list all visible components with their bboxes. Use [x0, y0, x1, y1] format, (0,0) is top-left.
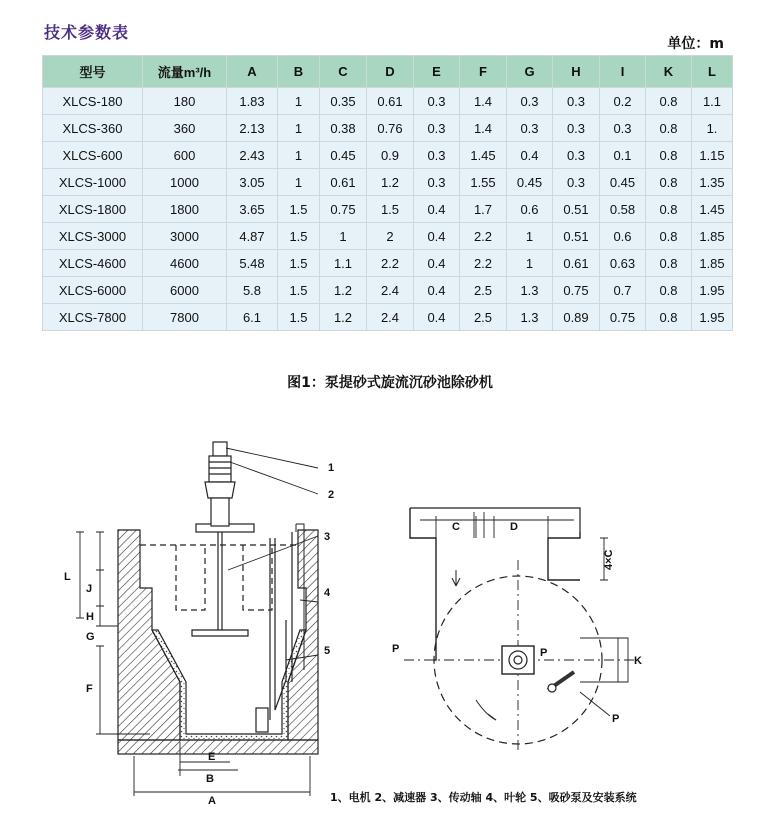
- value-cell: 1800: [143, 196, 227, 223]
- table-title: 技术参数表: [44, 23, 130, 42]
- plan-view: [404, 508, 634, 750]
- value-cell: 0.45: [320, 142, 367, 169]
- value-cell: 0.75: [553, 277, 600, 304]
- column-header: H: [553, 56, 600, 88]
- value-cell: 0.7: [600, 277, 646, 304]
- value-cell: 0.45: [507, 169, 553, 196]
- value-cell: 0.3: [414, 88, 460, 115]
- value-cell: 1.4: [460, 88, 507, 115]
- value-cell: 1.45: [460, 142, 507, 169]
- model-cell: XLCS-1800: [43, 196, 143, 223]
- dim-k: K: [634, 655, 642, 667]
- value-cell: 1.95: [692, 304, 733, 331]
- table-row: [43, 88, 733, 115]
- value-cell: 1.95: [692, 277, 733, 304]
- figure-caption: 图1：泵提砂式旋流沉砂池除砂机: [287, 375, 493, 391]
- value-cell: 0.8: [646, 142, 692, 169]
- value-cell: 360: [143, 115, 227, 142]
- value-cell: 1: [278, 115, 320, 142]
- value-cell: 1.5: [278, 277, 320, 304]
- dim-c: C: [452, 521, 460, 533]
- column-header: F: [460, 56, 507, 88]
- value-cell: 0.35: [320, 88, 367, 115]
- callout-4: 4: [324, 587, 331, 599]
- dim-b: B: [206, 773, 214, 785]
- value-cell: 1: [278, 169, 320, 196]
- value-cell: 3.05: [227, 169, 278, 196]
- value-cell: 0.3: [414, 169, 460, 196]
- value-cell: 0.89: [553, 304, 600, 331]
- value-cell: 4.87: [227, 223, 278, 250]
- value-cell: 0.3: [553, 169, 600, 196]
- value-cell: 1.45: [692, 196, 733, 223]
- value-cell: 2.43: [227, 142, 278, 169]
- value-cell: 0.4: [507, 142, 553, 169]
- table-row: [43, 304, 733, 331]
- table-row: [43, 223, 733, 250]
- value-cell: 0.3: [414, 115, 460, 142]
- dim-e: E: [208, 751, 216, 763]
- value-cell: 1.4: [460, 115, 507, 142]
- value-cell: 1.15: [692, 142, 733, 169]
- callout-2: 2: [328, 489, 335, 501]
- value-cell: 1.35: [692, 169, 733, 196]
- value-cell: 6.1: [227, 304, 278, 331]
- value-cell: 1.5: [278, 223, 320, 250]
- value-cell: 0.51: [553, 223, 600, 250]
- value-cell: 0.8: [646, 115, 692, 142]
- value-cell: 0.4: [414, 250, 460, 277]
- column-header: B: [278, 56, 320, 88]
- value-cell: 180: [143, 88, 227, 115]
- model-cell: XLCS-600: [43, 142, 143, 169]
- value-cell: 0.8: [646, 223, 692, 250]
- dim-f: F: [86, 683, 93, 695]
- value-cell: 1000: [143, 169, 227, 196]
- callout-5: 5: [324, 645, 331, 657]
- value-cell: 2: [367, 223, 414, 250]
- model-cell: XLCS-3000: [43, 223, 143, 250]
- value-cell: 7800: [143, 304, 227, 331]
- value-cell: 1: [278, 142, 320, 169]
- dim-p-left: P: [392, 643, 400, 655]
- value-cell: 2.2: [367, 250, 414, 277]
- column-header: A: [227, 56, 278, 88]
- dim-a: A: [208, 795, 216, 807]
- value-cell: 0.1: [600, 142, 646, 169]
- value-cell: 1.5: [278, 304, 320, 331]
- value-cell: 2.2: [460, 250, 507, 277]
- value-cell: 0.75: [600, 304, 646, 331]
- value-cell: 0.9: [367, 142, 414, 169]
- value-cell: 5.8: [227, 277, 278, 304]
- value-cell: 2.13: [227, 115, 278, 142]
- column-header: G: [507, 56, 553, 88]
- model-cell: XLCS-7800: [43, 304, 143, 331]
- value-cell: 1.1: [320, 250, 367, 277]
- value-cell: 0.4: [414, 196, 460, 223]
- value-cell: 0.51: [553, 196, 600, 223]
- value-cell: 5.48: [227, 250, 278, 277]
- dim-h: H: [86, 611, 94, 623]
- value-cell: 0.8: [646, 88, 692, 115]
- table-row: [43, 196, 733, 223]
- model-cell: XLCS-1000: [43, 169, 143, 196]
- parts-legend: 1、电机 2、减速器 3、传动轴 4、叶轮 5、吸砂泵及安装系统: [330, 791, 637, 804]
- value-cell: 6000: [143, 277, 227, 304]
- value-cell: 0.61: [320, 169, 367, 196]
- section-view: [76, 442, 318, 796]
- table-row: [43, 169, 733, 196]
- value-cell: 1: [278, 88, 320, 115]
- column-header: I: [600, 56, 646, 88]
- column-header: E: [414, 56, 460, 88]
- value-cell: 0.38: [320, 115, 367, 142]
- model-cell: XLCS-4600: [43, 250, 143, 277]
- table-header-row: [43, 56, 733, 88]
- dim-j: J: [86, 583, 93, 595]
- value-cell: 0.3: [553, 115, 600, 142]
- unit-label: 单位：m: [667, 36, 724, 52]
- value-cell: 0.8: [646, 304, 692, 331]
- value-cell: 2.4: [367, 277, 414, 304]
- column-header: C: [320, 56, 367, 88]
- value-cell: 0.3: [507, 88, 553, 115]
- table-body: [43, 88, 733, 331]
- value-cell: 0.61: [367, 88, 414, 115]
- value-cell: 600: [143, 142, 227, 169]
- value-cell: 0.76: [367, 115, 414, 142]
- dim-p-right: P: [612, 713, 620, 725]
- value-cell: 1.2: [320, 277, 367, 304]
- column-header: 型号: [43, 56, 143, 88]
- value-cell: 1.5: [367, 196, 414, 223]
- value-cell: 0.75: [320, 196, 367, 223]
- value-cell: 0.3: [553, 142, 600, 169]
- dim-l: L: [64, 571, 71, 583]
- value-cell: 0.8: [646, 277, 692, 304]
- value-cell: 1: [320, 223, 367, 250]
- value-cell: 1.1: [692, 88, 733, 115]
- value-cell: 1: [507, 250, 553, 277]
- value-cell: 1.3: [507, 277, 553, 304]
- value-cell: 3000: [143, 223, 227, 250]
- value-cell: 0.3: [600, 115, 646, 142]
- table-row: [43, 277, 733, 304]
- model-cell: XLCS-6000: [43, 277, 143, 304]
- value-cell: 0.4: [414, 277, 460, 304]
- value-cell: 1.7: [460, 196, 507, 223]
- dim-g: G: [86, 631, 95, 643]
- parameter-table: [42, 55, 733, 331]
- column-header: D: [367, 56, 414, 88]
- value-cell: 0.6: [507, 196, 553, 223]
- model-cell: XLCS-360: [43, 115, 143, 142]
- value-cell: 1: [507, 223, 553, 250]
- table-row: [43, 115, 733, 142]
- value-cell: 0.61: [553, 250, 600, 277]
- value-cell: 0.4: [414, 304, 460, 331]
- value-cell: 1.2: [320, 304, 367, 331]
- column-header: L: [692, 56, 733, 88]
- value-cell: 0.45: [600, 169, 646, 196]
- value-cell: 2.2: [460, 223, 507, 250]
- value-cell: 4600: [143, 250, 227, 277]
- column-header: K: [646, 56, 692, 88]
- value-cell: 2.5: [460, 277, 507, 304]
- value-cell: 2.5: [460, 304, 507, 331]
- value-cell: 1.2: [367, 169, 414, 196]
- value-cell: 1.5: [278, 196, 320, 223]
- value-cell: 0.6: [600, 223, 646, 250]
- value-cell: 1.: [692, 115, 733, 142]
- value-cell: 1.85: [692, 250, 733, 277]
- value-cell: 1.85: [692, 223, 733, 250]
- callout-1: 1: [328, 462, 335, 474]
- column-header: 流量m³/h: [143, 56, 227, 88]
- model-cell: XLCS-180: [43, 88, 143, 115]
- value-cell: 0.2: [600, 88, 646, 115]
- callout-3: 3: [324, 531, 331, 543]
- value-cell: 0.4: [414, 223, 460, 250]
- value-cell: 0.8: [646, 196, 692, 223]
- table-row: [43, 142, 733, 169]
- value-cell: 0.3: [507, 115, 553, 142]
- value-cell: 0.3: [414, 142, 460, 169]
- value-cell: 0.63: [600, 250, 646, 277]
- dim-d: D: [510, 521, 518, 533]
- dim-p-center: P: [540, 647, 548, 659]
- value-cell: 0.58: [600, 196, 646, 223]
- dim-4xc: 4×C: [603, 549, 615, 570]
- value-cell: 3.65: [227, 196, 278, 223]
- value-cell: 1.83: [227, 88, 278, 115]
- value-cell: 0.3: [553, 88, 600, 115]
- value-cell: 0.8: [646, 169, 692, 196]
- table-row: [43, 250, 733, 277]
- value-cell: 0.8: [646, 250, 692, 277]
- value-cell: 1.3: [507, 304, 553, 331]
- value-cell: 1.5: [278, 250, 320, 277]
- value-cell: 1.55: [460, 169, 507, 196]
- value-cell: 2.4: [367, 304, 414, 331]
